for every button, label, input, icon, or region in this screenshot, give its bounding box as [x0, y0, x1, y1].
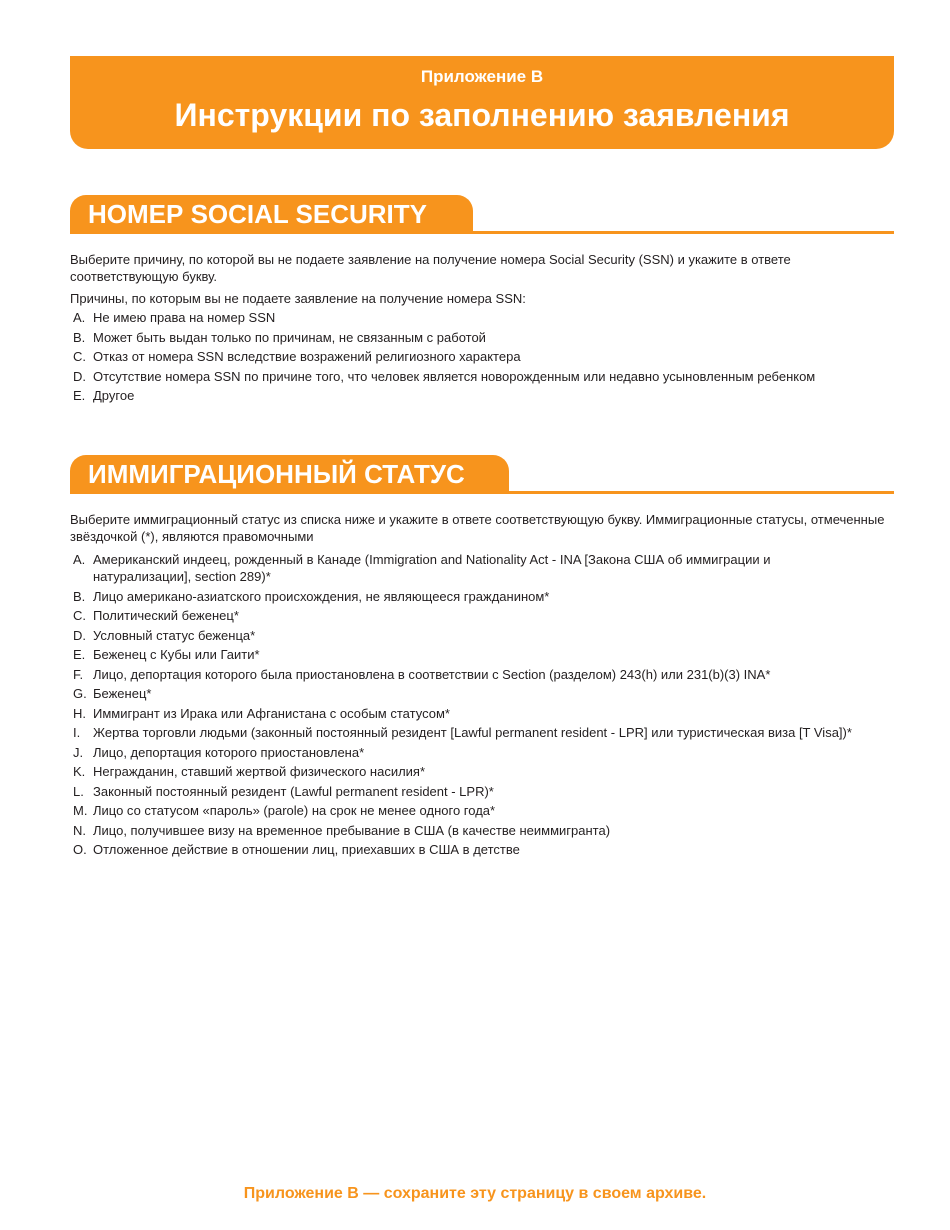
item-text: Законный постоянный резидент (Lawful permanent resident - LPR)*: [93, 783, 494, 799]
item-text: Беженец с Кубы или Гаити*: [93, 647, 260, 662]
item-letter: A.: [73, 310, 86, 325]
immigration-section-header: [70, 455, 894, 495]
item-letter: F.: [73, 666, 84, 682]
ssn-section-heading: НОМЕР SOCIAL SECURITY: [70, 195, 473, 232]
item-text: Жертва торговли людьми (законный постоянный резидент [Lawful permanent resident - LPR] или туристическая виза [T Visa])*: [93, 725, 852, 740]
item-letter: H.: [73, 705, 86, 721]
list-item: [70, 309, 894, 326]
item-letter: E.: [73, 647, 86, 662]
list-item: [70, 551, 860, 585]
immigration-status-list: [70, 551, 860, 861]
item-letter: B.: [73, 588, 86, 604]
item-text: Американский индеец, рожденный в Канаде (Immigration and Nationality Act - INA [Закона США об иммиграции и натурализации], section 289)*: [93, 552, 771, 584]
item-text: Может быть выдан только по причинам, не связанным с работой: [93, 329, 486, 345]
list-item: [70, 724, 860, 741]
immigration-intro: Выберите иммиграционный статус из списка ниже и укажите в ответе соответствующую букву. Иммиграционные статусы, отмеченные звёздочкой (*), являются правомочными: [70, 512, 885, 544]
list-item: [70, 607, 860, 624]
list-item: [70, 802, 860, 819]
item-text: Условный статус беженца*: [93, 627, 256, 643]
item-text: Лицо американо-азиатского происхождения, не являющееся гражданином*: [93, 588, 550, 604]
ssn-section-rule: [70, 231, 894, 234]
item-text: Иммигрант из Ирака или Афганистана с особым статусом*: [93, 705, 450, 721]
item-text: Лицо со статусом «пароль» (parole) на срок не менее одного года*: [93, 803, 496, 818]
item-text: Отказ от номера SSN вследствие возражений религиозного характера: [93, 349, 521, 364]
item-letter: K.: [73, 764, 86, 779]
list-item: [70, 348, 894, 365]
item-text: Отложенное действие в отношении лиц, приехавших в США в детстве: [93, 842, 520, 857]
item-letter: B.: [73, 329, 86, 345]
item-text: Лицо, депортация которого была приостановлена в соответствии с Section (разделом) 243(h) или 231(b)(3) INA*: [93, 666, 771, 682]
list-item: [70, 763, 860, 780]
ssn-lead: Причины, по которым вы не подаете заявление на получение номера SSN:: [70, 291, 526, 306]
list-item: [70, 841, 860, 858]
list-item: [70, 783, 860, 800]
list-item: [70, 646, 860, 663]
appendix-subtitle: Приложение B: [420, 67, 544, 86]
item-text: Беженец*: [93, 686, 152, 701]
list-item: [70, 822, 860, 839]
item-letter: G.: [73, 686, 87, 701]
item-letter: O.: [73, 842, 87, 857]
immigration-section-heading: ИММИГРАЦИОННЫЙ СТАТУС: [70, 455, 509, 492]
header-banner: [70, 56, 894, 149]
item-text: Не имею права на номер SSN: [93, 310, 276, 325]
item-text: Другое: [93, 388, 135, 403]
page-title: Инструкции по заполнению заявления: [174, 97, 790, 133]
item-letter: L.: [73, 783, 84, 799]
item-text: Лицо, получившее визу на временное пребывание в США (в качестве неиммигранта): [93, 822, 611, 838]
item-letter: C.: [73, 349, 86, 364]
list-item: [70, 329, 894, 346]
item-letter: D.: [73, 627, 86, 643]
item-letter: N.: [73, 822, 86, 838]
list-item: [70, 387, 894, 404]
ssn-section-header: [70, 195, 894, 235]
item-text: Негражданин, ставший жертвой физического насилия*: [93, 764, 426, 779]
footer-note: Приложение B — сохраните эту страницу в своем архиве.: [243, 1185, 707, 1202]
list-item: [70, 685, 860, 702]
item-text: Отсутствие номера SSN по причине того, что человек является новорожденным или недавно усыновленным ребенком: [93, 368, 816, 384]
item-letter: M.: [73, 803, 88, 818]
list-item: [70, 666, 860, 683]
list-item: [70, 368, 894, 385]
list-item: [70, 588, 860, 605]
item-letter: J.: [73, 744, 84, 760]
list-item: [70, 627, 860, 644]
item-letter: A.: [73, 552, 86, 567]
immigration-section-rule: [70, 491, 894, 494]
item-letter: C.: [73, 608, 86, 623]
item-letter: I.: [73, 725, 81, 740]
item-text: Лицо, депортация которого приостановлена*: [93, 744, 365, 760]
item-letter: D.: [73, 368, 86, 384]
ssn-reasons-list: [70, 309, 894, 407]
ssn-intro: Выберите причину, по которой вы не подаете заявление на получение номера Social Security (SSN) и укажите в ответе соответствующую букву.: [70, 252, 791, 284]
item-letter: E.: [73, 388, 86, 403]
list-item: [70, 744, 860, 761]
item-text: Политический беженец*: [93, 608, 239, 623]
list-item: [70, 705, 860, 722]
